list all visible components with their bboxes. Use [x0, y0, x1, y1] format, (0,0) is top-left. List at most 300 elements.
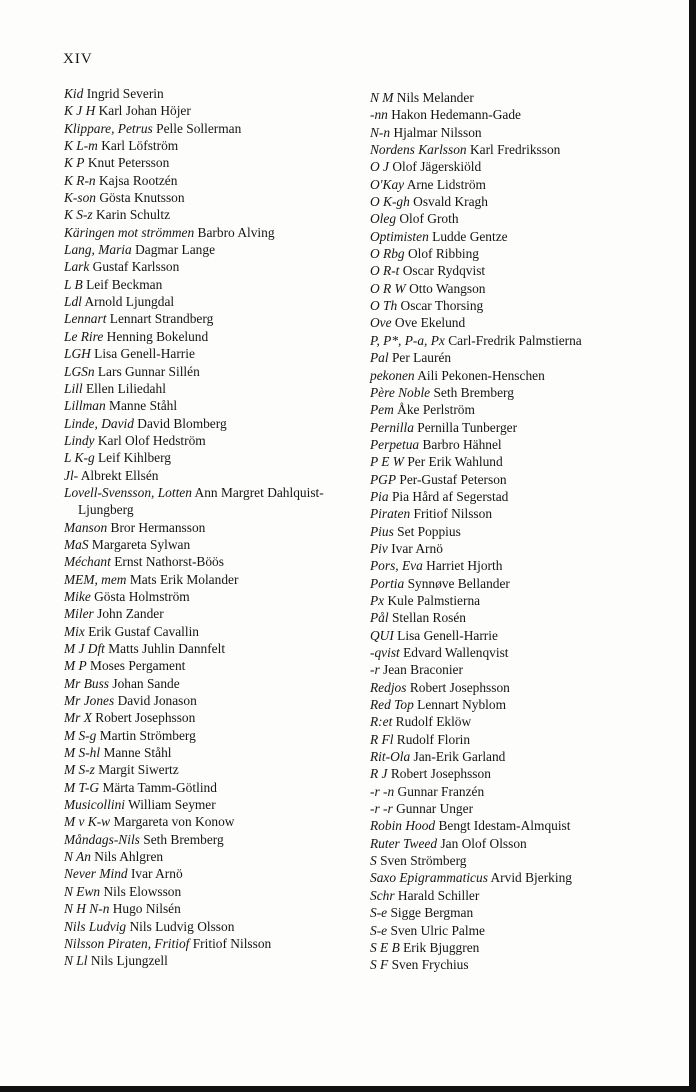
author-name: Lisa Genell-Harrie — [94, 346, 195, 362]
list-item — [370, 609, 682, 626]
author-name: Gunnar Franzén — [397, 783, 485, 799]
signature: LGSn — [64, 363, 95, 379]
list-item — [64, 276, 354, 293]
signature: Lark — [64, 259, 90, 275]
list-item — [64, 397, 354, 414]
list-item — [370, 262, 682, 279]
list-item — [370, 193, 682, 210]
author-name: Arnold Ljungdal — [84, 294, 175, 310]
signature: Lill — [64, 380, 83, 396]
author-name: Otto Wangson — [409, 280, 486, 296]
author-name: Per Laurén — [391, 350, 452, 366]
author-name: Leif Beckman — [86, 276, 163, 292]
author-name: Aili Pekonen-Henschen — [417, 367, 545, 383]
author-name: Per-Gustaf Peterson — [399, 471, 507, 487]
list-item — [64, 744, 354, 761]
list-item — [64, 640, 354, 657]
list-item — [370, 488, 682, 505]
list-item — [370, 661, 682, 678]
author-name: Ann Margret Dahlquist- — [194, 484, 324, 500]
signature: MaS — [64, 536, 89, 552]
signature: Jl- — [64, 467, 79, 483]
signature: Le Rire — [64, 328, 104, 344]
author-name: Mats Erik Molander — [129, 571, 239, 587]
signature: K S-z — [64, 207, 93, 223]
author-name: Sigge Bergman — [390, 905, 474, 921]
author-name-continuation: Ljungberg — [78, 502, 134, 518]
list-item — [370, 627, 682, 644]
author-name: Olof Jägerskiöld — [392, 159, 482, 175]
signature: Lennart — [64, 311, 107, 327]
author-name: Barbro Alving — [197, 224, 275, 240]
signature: Piv — [370, 540, 388, 556]
author-name: Sven Ulric Palme — [390, 922, 485, 938]
list-item — [370, 696, 682, 713]
signature: Lovell-Svensson, Lotten — [64, 484, 192, 500]
list-item — [370, 436, 682, 453]
signature: P E W — [370, 454, 404, 470]
signature: Pius — [370, 523, 394, 539]
list-item — [64, 709, 354, 726]
list-item — [370, 835, 682, 852]
list-item — [64, 675, 354, 692]
list-item — [370, 575, 682, 592]
list-item — [64, 258, 354, 275]
author-name: Ingrid Severin — [86, 86, 164, 101]
author-name: Robert Josephsson — [95, 710, 196, 726]
author-name: Olof Groth — [399, 211, 459, 227]
signature: Lillman — [64, 398, 106, 414]
author-name: Set Poppius — [397, 523, 461, 539]
signature: S F — [370, 957, 389, 973]
signature: L K-g — [64, 450, 95, 466]
list-item — [64, 657, 354, 674]
list-item — [370, 245, 682, 262]
left-column — [64, 85, 354, 970]
list-item — [64, 865, 354, 882]
author-name: Arvid Bjerking — [490, 870, 572, 886]
author-name: Per Erik Wahlund — [407, 454, 503, 470]
list-item — [64, 761, 354, 778]
author-name: Bror Hermansson — [110, 519, 206, 535]
list-item — [370, 419, 682, 436]
signature: S E B — [370, 939, 400, 955]
list-item — [64, 831, 354, 848]
signature: M P — [64, 658, 87, 674]
author-name: Sven Strömberg — [380, 853, 467, 869]
signature: -r — [370, 662, 380, 678]
list-item — [64, 519, 354, 536]
list-item — [370, 765, 682, 782]
signature: -r -r — [370, 801, 393, 817]
signature: Portia — [370, 575, 405, 591]
list-item — [370, 817, 682, 834]
author-name: Seth Bremberg — [433, 384, 514, 400]
author-name: Leif Kihlberg — [98, 450, 172, 466]
list-item — [64, 848, 354, 865]
list-item — [64, 484, 354, 519]
signature: N M — [370, 90, 394, 105]
list-item — [64, 449, 354, 466]
author-name: Pernilla Tunberger — [417, 419, 518, 435]
author-name: Karl Fredriksson — [469, 142, 561, 158]
list-item — [64, 692, 354, 709]
author-name: Knut Petersson — [87, 155, 170, 171]
author-name: Karl Olof Hedström — [97, 432, 206, 448]
author-name: Margareta Sylwan — [91, 536, 191, 552]
author-name: Oscar Rydqvist — [402, 263, 486, 279]
right-column — [370, 89, 682, 974]
list-item — [370, 228, 682, 245]
list-item — [370, 748, 682, 765]
signature: R Fl — [370, 731, 394, 747]
signature: Robin Hood — [370, 818, 436, 834]
list-item — [370, 505, 682, 522]
author-name: David Blomberg — [137, 415, 227, 431]
list-item — [64, 571, 354, 588]
signature: Mr Jones — [64, 693, 115, 709]
author-name: Gustaf Karlsson — [92, 259, 180, 275]
list-item — [64, 85, 354, 102]
author-name: Johan Sande — [112, 675, 180, 691]
signature: Mr Buss — [64, 675, 110, 691]
list-item — [370, 852, 682, 869]
author-name: Henning Bokelund — [106, 328, 209, 344]
author-name: Martin Strömberg — [99, 727, 196, 743]
list-item — [370, 783, 682, 800]
signature: M J Dft — [64, 641, 105, 656]
list-item — [370, 557, 682, 574]
list-item — [64, 796, 354, 813]
list-item — [64, 120, 354, 137]
author-name: Oscar Thorsing — [400, 298, 484, 314]
signature: -nn — [370, 107, 388, 123]
signature: Musicollini — [64, 797, 125, 813]
list-item — [64, 536, 354, 553]
list-item — [64, 293, 354, 310]
signature: Mix — [64, 623, 85, 639]
list-item — [64, 588, 354, 605]
author-name: Barbro Hähnel — [422, 436, 502, 452]
signature: Schr — [370, 887, 395, 903]
signature: Mr X — [64, 710, 92, 726]
signature: N-n — [370, 124, 391, 140]
signature: Pia — [370, 488, 389, 504]
signature: Ove — [370, 315, 392, 331]
list-item — [64, 310, 354, 327]
author-name: David Jonason — [117, 693, 197, 709]
signature: Optimisten — [370, 228, 429, 244]
signature: Käringen mot strömmen — [64, 224, 195, 240]
author-name: Märta Tamm-Götlind — [102, 779, 217, 795]
signature: O J — [370, 159, 389, 175]
author-name: Olof Ribbing — [407, 246, 479, 262]
list-item — [370, 297, 682, 314]
author-name: Stellan Rosén — [391, 610, 466, 626]
signature: N An — [64, 849, 91, 865]
author-name: Nils Elowsson — [103, 883, 182, 899]
list-item — [370, 384, 682, 401]
signature: PGP — [370, 471, 397, 487]
author-name: Manne Ståhl — [109, 398, 178, 414]
signature: S — [370, 853, 377, 869]
list-item — [64, 779, 354, 796]
signature: Rit-Ola — [370, 749, 411, 765]
list-item — [370, 644, 682, 661]
list-item — [370, 280, 682, 297]
signature: M v K-w — [64, 814, 111, 830]
page-number: XIV — [63, 51, 93, 67]
author-name: Erik Bjuggren — [403, 939, 480, 955]
signature: Lang, Maria — [64, 242, 132, 258]
author-name: Ivar Arnö — [391, 540, 443, 556]
signature: M S-g — [64, 727, 97, 743]
list-item — [370, 800, 682, 817]
signature: O'Kay — [370, 176, 405, 192]
author-name: Matts Juhlin Dannfelt — [108, 641, 226, 656]
signature: O K-gh — [370, 194, 410, 210]
list-item — [64, 380, 354, 397]
author-name: Harald Schiller — [397, 887, 480, 903]
signature: S-e — [370, 905, 388, 921]
list-item — [370, 453, 682, 470]
author-name: Dagmar Lange — [135, 242, 216, 258]
author-name: Rudolf Florin — [396, 731, 471, 747]
signature: Pal — [370, 350, 389, 366]
signature: Mike — [64, 588, 91, 604]
signature: Méchant — [64, 554, 111, 570]
author-name: Jan-Erik Garland — [413, 749, 506, 765]
author-name: Pia Hård af Segerstad — [391, 488, 509, 504]
signature: N Ewn — [64, 883, 101, 899]
list-item — [64, 415, 354, 432]
author-name: Harriet Hjorth — [426, 558, 503, 574]
author-name: Lennart Strandberg — [109, 311, 214, 327]
author-name: Moses Pergament — [90, 658, 186, 674]
signature: Pem — [370, 402, 394, 418]
author-name: Margareta von Konow — [113, 814, 235, 830]
list-item — [370, 332, 682, 349]
author-name: Ivar Arnö — [130, 866, 183, 882]
list-item — [370, 471, 682, 488]
list-item — [64, 623, 354, 640]
author-name: Ernst Nathorst-Böös — [114, 554, 224, 570]
author-name: Jean Braconier — [383, 662, 463, 678]
signature: MEM, mem — [64, 571, 127, 587]
list-item — [64, 345, 354, 362]
list-item — [370, 731, 682, 748]
author-name: William Seymer — [128, 797, 216, 813]
author-name: Hakon Hedemann-Gade — [391, 107, 521, 123]
list-item — [64, 900, 354, 917]
author-name: Edvard Wallenqvist — [403, 645, 509, 660]
list-item — [64, 224, 354, 241]
signature: Pernilla — [370, 419, 414, 435]
author-name: Lars Gunnar Sillén — [97, 363, 200, 379]
list-item — [370, 922, 682, 939]
author-name: Bengt Idestam-Almquist — [438, 818, 571, 834]
list-item — [64, 137, 354, 154]
signature: P, P*, P-a, Px — [370, 332, 445, 348]
author-name: Margit Siwertz — [98, 762, 179, 778]
signature: Klippare, Petrus — [64, 120, 153, 136]
list-item — [370, 904, 682, 921]
list-item — [370, 713, 682, 730]
signature: Ruter Tweed — [370, 835, 438, 851]
author-name: Gösta Knutsson — [99, 190, 185, 206]
author-name: Rudolf Eklöw — [395, 714, 472, 730]
author-name: Carl-Fredrik Palmstierna — [448, 332, 582, 348]
list-item — [370, 314, 682, 331]
signature: R:et — [370, 714, 393, 730]
author-name: Robert Josephsson — [409, 679, 510, 695]
author-name: Seth Bremberg — [143, 831, 224, 847]
list-item — [64, 241, 354, 258]
signature: Saxo Epigrammaticus — [370, 870, 488, 886]
signature: M S-z — [64, 762, 95, 778]
author-name: Osvald Kragh — [413, 194, 488, 210]
author-name: Robert Josephsson — [390, 766, 491, 782]
signature: Måndags-Nils — [64, 831, 140, 847]
author-name: Lennart Nyblom — [417, 697, 507, 713]
list-item — [370, 523, 682, 540]
signature: LGH — [64, 346, 91, 362]
author-name: Nils Ljungzell — [90, 953, 168, 969]
signature: Miler — [64, 606, 94, 622]
signature: Nordens Karlsson — [370, 142, 467, 158]
signature: K R-n — [64, 172, 96, 188]
signature: K L-m — [64, 138, 98, 154]
list-item — [370, 106, 682, 123]
list-item — [370, 176, 682, 193]
list-item — [370, 869, 682, 886]
signature: -qvist — [370, 645, 400, 660]
signature: Piraten — [370, 506, 411, 522]
author-name: John Zander — [97, 606, 164, 622]
author-name: Hjalmar Nilsson — [393, 124, 482, 140]
author-name: Ludde Gentze — [432, 228, 508, 244]
signature: N Ll — [64, 953, 88, 969]
list-item — [64, 102, 354, 119]
list-item — [64, 605, 354, 622]
list-item — [370, 124, 682, 141]
list-item — [370, 887, 682, 904]
list-item — [370, 349, 682, 366]
signature: Redjos — [370, 679, 407, 695]
list-item — [370, 679, 682, 696]
author-name: Ellen Liliedahl — [85, 380, 166, 396]
signature: O R-t — [370, 263, 400, 279]
author-name: Synnøve Bellander — [407, 575, 510, 591]
author-name: Karl Löfström — [101, 138, 179, 154]
signature: Oleg — [370, 211, 397, 227]
signature: M S-hl — [64, 745, 101, 761]
list-item — [64, 952, 354, 969]
author-name: Fritiof Nilsson — [192, 935, 272, 951]
signature: Pors, Eva — [370, 558, 423, 574]
list-item — [64, 467, 354, 484]
author-name: Jan Olof Olsson — [440, 835, 527, 851]
list-item — [370, 158, 682, 175]
list-item — [370, 367, 682, 384]
signature: Linde, David — [64, 415, 134, 431]
author-name: Fritiof Nilsson — [413, 506, 493, 522]
signature: N H N-n — [64, 901, 110, 917]
signature: Never Mind — [64, 866, 128, 882]
list-item — [370, 939, 682, 956]
author-name: Kule Palmstierna — [387, 592, 481, 608]
signature: O R W — [370, 280, 406, 296]
author-name: Albrekt Ellsén — [80, 467, 159, 483]
list-item — [64, 918, 354, 935]
signature: Ldl — [64, 294, 82, 310]
author-name: Kajsa Rootzén — [98, 172, 178, 188]
list-item — [64, 432, 354, 449]
author-name: Nils Ludvig Olsson — [129, 918, 235, 934]
author-name: Arne Lidström — [406, 176, 486, 192]
signature: L B — [64, 276, 83, 292]
author-name: Åke Perlström — [397, 402, 475, 418]
signature: QUI — [370, 627, 394, 643]
list-item — [64, 935, 354, 952]
signature: Manson — [64, 519, 108, 535]
author-name: Sven Frychius — [391, 957, 469, 973]
list-item — [370, 210, 682, 227]
signature: R J — [370, 766, 388, 782]
list-item — [64, 883, 354, 900]
signature: Lindy — [64, 432, 95, 448]
author-name: Manne Ståhl — [103, 745, 172, 761]
list-item — [64, 206, 354, 223]
signature: O Th — [370, 298, 398, 314]
signature: Nils Ludvig — [64, 918, 127, 934]
list-item — [370, 89, 682, 106]
author-name: Pelle Sollerman — [156, 120, 242, 136]
signature: Pål — [370, 610, 389, 626]
list-item — [370, 141, 682, 158]
signature: O Rbg — [370, 246, 405, 262]
author-name: Ove Ekelund — [394, 315, 466, 331]
list-item — [64, 189, 354, 206]
signature: Perpetua — [370, 436, 420, 452]
author-name: Gösta Holmström — [94, 588, 190, 604]
signature: Père Noble — [370, 384, 431, 400]
list-item — [64, 328, 354, 345]
signature: Red Top — [370, 697, 414, 713]
author-name: Nils Ahlgren — [94, 849, 164, 865]
list-item — [64, 813, 354, 830]
author-name: Hugo Nilsén — [112, 901, 181, 917]
list-item — [64, 553, 354, 570]
signature: K J H — [64, 103, 96, 119]
list-item — [64, 172, 354, 189]
signature: pekonen — [370, 367, 415, 383]
signature: Px — [370, 592, 385, 608]
author-name: Gunnar Unger — [396, 801, 474, 817]
author-name: Karl Johan Höjer — [98, 103, 191, 119]
signature: S-e — [370, 922, 388, 938]
signature: Kid — [64, 86, 84, 101]
list-item — [370, 540, 682, 557]
author-name: Karin Schultz — [96, 207, 171, 223]
list-item — [64, 154, 354, 171]
author-name: Erik Gustaf Cavallin — [88, 623, 200, 639]
author-name: Nils Melander — [396, 90, 474, 105]
list-item — [370, 592, 682, 609]
list-item — [64, 363, 354, 380]
signature: K-son — [64, 190, 96, 206]
list-item — [64, 727, 354, 744]
